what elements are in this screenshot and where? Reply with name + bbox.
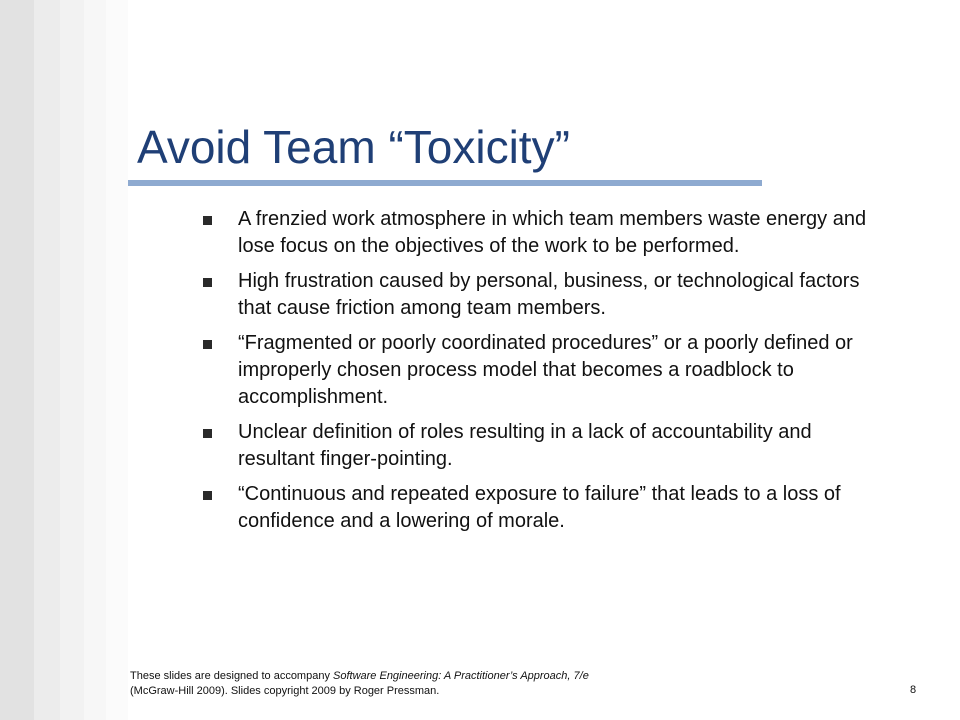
bullet-item xyxy=(202,330,882,411)
footer-citation xyxy=(130,669,730,699)
bullet-text: Unclear definition of roles resulting in a lack of accountability and resultant finger-pointing. xyxy=(238,421,812,470)
square-bullet-icon xyxy=(203,216,212,225)
left-decorative-stripes xyxy=(0,0,128,720)
square-bullet-icon xyxy=(203,429,212,438)
footer-copyright: (McGraw-Hill 2009). Slides copyright 2009 by Roger Pressman. xyxy=(130,685,440,697)
bullet-text: “Fragmented or poorly coordinated procedures” or a poorly defined or improperly chosen process model that becomes a roadblock to accomplishment. xyxy=(238,332,853,408)
footer-prefix: These slides are designed to accompany xyxy=(130,670,334,682)
bullet-text: A frenzied work atmosphere in which team members waste energy and lose focus on the objectives of the work to be performed. xyxy=(238,208,867,257)
bullet-text: High frustration caused by personal, business, or technological factors that cause friction among team members. xyxy=(238,270,860,319)
bullet-list xyxy=(202,206,882,543)
footer-book-title: Software Engineering: A Practitioner’s Approach, 7/e xyxy=(333,670,589,682)
square-bullet-icon xyxy=(203,278,212,287)
bullet-item xyxy=(202,206,882,260)
slide-title: Avoid Team “Toxicity” xyxy=(137,121,570,173)
bullet-item xyxy=(202,268,882,322)
page-number: 8 xyxy=(910,684,917,696)
bullet-item xyxy=(202,481,882,535)
square-bullet-icon xyxy=(203,340,212,349)
bullet-item xyxy=(202,419,882,473)
title-underline-rule xyxy=(128,180,762,186)
bullet-text: “Continuous and repeated exposure to failure” that leads to a loss of confidence and a lowering of morale. xyxy=(238,483,841,532)
square-bullet-icon xyxy=(203,491,212,500)
